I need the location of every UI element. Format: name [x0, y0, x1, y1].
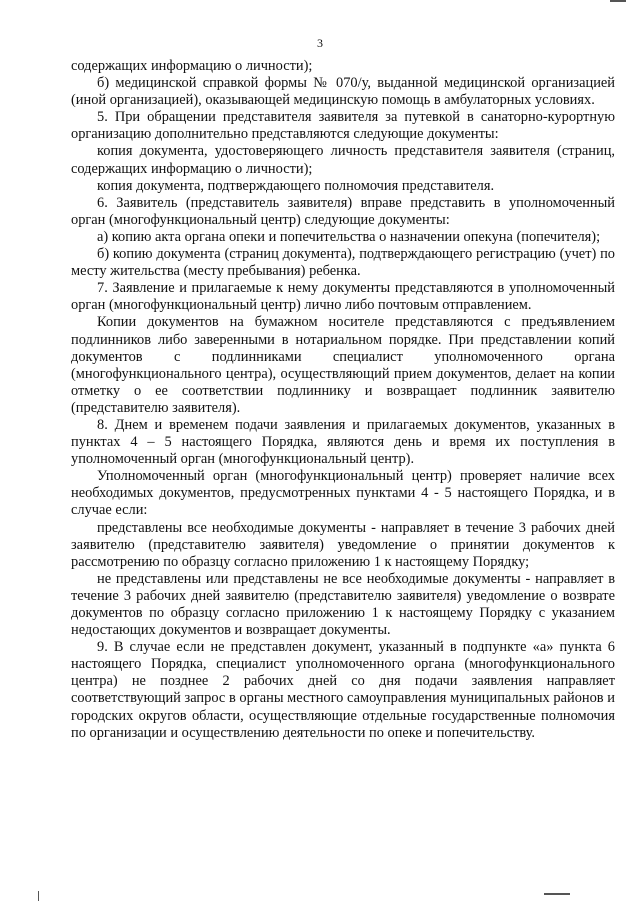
paragraph-5: 5. При обращении представителя заявителя за путевкой в санаторно-курортную организацию дополнительно представляются следующие документы:: [71, 109, 615, 143]
paragraph-item-b-medical-certificate: б) медицинской справкой формы № 070/у, выданной медицинской организацией (иной организацией), оказывающей медицинскую помощь в амбулаторных условиях.: [71, 75, 615, 109]
paragraph-5-authority-copy: копия документа, подтверждающего полномочия представителя.: [97, 177, 495, 194]
paragraph-9: 9. В случае если не представлен документ, указанный в подпункте «а» пункта 6 настоящего Порядка, специалист уполномоченного органа (многофункционального центра) не позднее 2 рабочих дней со дня подачи заявления направляет соответствующий запрос в органы местного самоуправления муниципальных районов и городских округов области, осуществляющие отдельные государственные полномочия по организации и осуществлению деятельности по опеке и попечительству.: [71, 639, 615, 741]
scan-edge-mark: [544, 893, 570, 895]
paragraph-8-check: Уполномоченный орган (многофункциональный центр) проверяет наличие всех необходимых документов, предусмотренных пунктами 4 - 5 настоящего Порядка, и в случае если:: [71, 468, 615, 519]
paragraph-8-all-presented: представлены все необходимые документы - направляет в течение 3 рабочих дней заявителю (представителю заявителя) уведомление о принятии документов к рассмотрению по образцу согласно приложению 1 к настоящему Порядку;: [71, 519, 615, 570]
paragraph-5-representative-id: копия документа, удостоверяющего личность представителя заявителя (страниц, содержащих информацию о личности);: [71, 143, 615, 177]
paragraph-6-item-a: а) копию акта органа опеки и попечительства о назначении опекуна (попечителя);: [97, 228, 601, 245]
paragraph-8: 8. Днем и временем подачи заявления и прилагаемых документов, указанных в пунктах 4 – 5 настоящего Порядка, являются день и время их поступления в уполномоченный орган (многофункциональный центр).: [71, 416, 615, 468]
paragraph-6: 6. Заявитель (представитель заявителя) вправе представить в уполномоченный орган (многофункциональный центр) следующие документы:: [71, 194, 615, 228]
document-body: [71, 58, 615, 742]
paragraph-7: 7. Заявление и прилагаемые к нему документы представляются в уполномоченный орган (многофункциональный центр) лично либо почтовым отправлением.: [71, 280, 615, 314]
scan-edge-mark: [610, 0, 626, 2]
page-number: 3: [317, 36, 323, 50]
paragraph-8-not-all-presented: не представлены или представлены не все необходимые документы - направляет в течение 3 рабочих дней заявителю (представителю заявителя) уведомление о возврате документов по образцу согласно приложению 1 к настоящему Порядку с указанием недостающих документов и возвращает документы.: [71, 570, 615, 639]
paragraph-6-item-b: б) копию документа (страниц документа), подтверждающего регистрацию (учет) по месту жительства (месту пребывания) ребенка.: [71, 246, 615, 280]
paragraph-7-copies: Копии документов на бумажном носителе представляются с предъявлением подлинников либо заверенными в нотариальном порядке. При представлении копий документов с подлинниками специалист уполномоченного органа (многофункционального центра), осуществляющий прием документов, делает на копии отметку о ее соответствии подлиннику и возвращает подлинник заявителю (представителю заявителя).: [71, 314, 615, 416]
scan-edge-mark: [38, 891, 39, 901]
paragraph-continuation: содержащих информацию о личности);: [71, 58, 313, 74]
